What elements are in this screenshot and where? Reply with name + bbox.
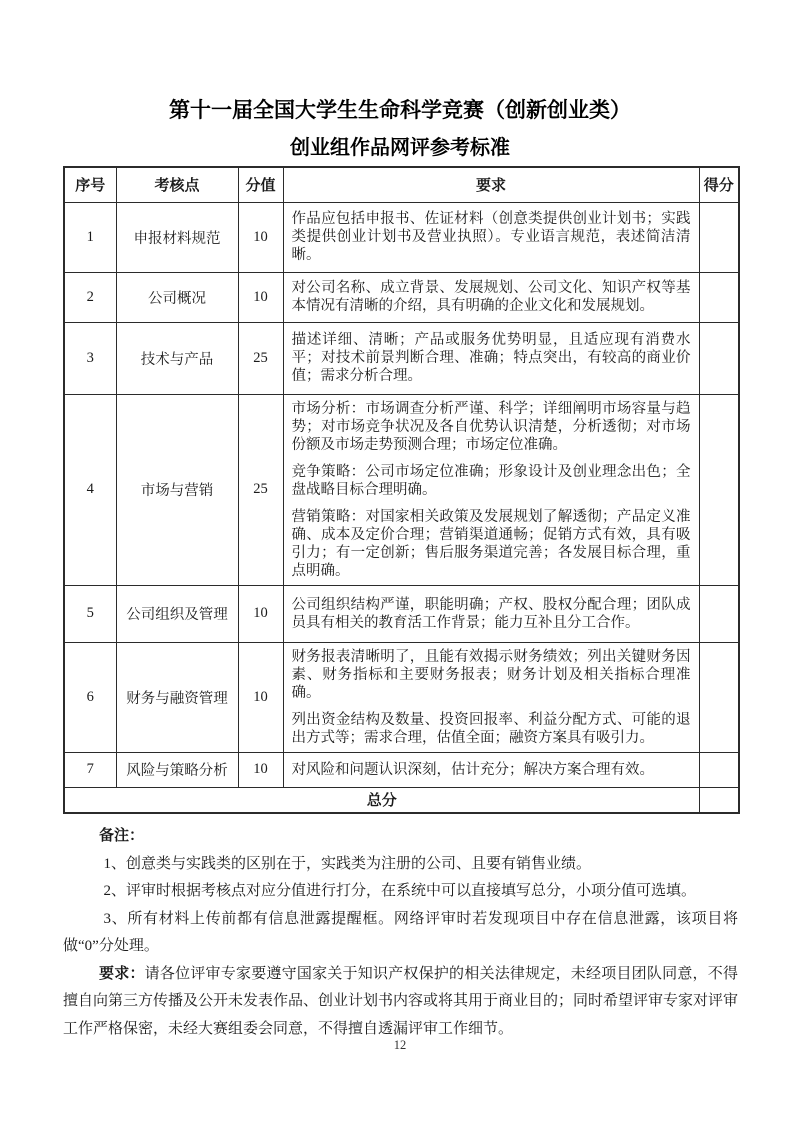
- requirement-paragraph: 描述详细、清晰；产品或服务优势明显，且适应现有消费水平；对技术前景判断合理、准确；特点突出，有较高的商业价值；需求分析合理。: [291, 332, 691, 384]
- notes-section: [63, 823, 738, 1043]
- requirement-label: 要求：: [99, 965, 145, 982]
- row-number-cell: 4: [64, 394, 116, 585]
- requirements-cell: [283, 585, 699, 642]
- requirement-paragraph: 公司组织结构严谨，职能明确；产权、股权分配合理；团队成员具有相关的教育活工作背景；能力互补且分工合作。: [291, 596, 691, 631]
- header-requirements: 要求: [283, 167, 699, 202]
- result-cell: [699, 642, 739, 752]
- requirement-paragraph: 列出资金结构及数量、投资回报率、利益分配方式、可能的退出方式等；需求合理，估值全面；融资方案具有吸引力。: [291, 711, 691, 746]
- total-score-cell: [699, 787, 739, 813]
- result-cell: [699, 585, 739, 642]
- row-number-cell: 1: [64, 202, 116, 272]
- row-number-cell: 6: [64, 642, 116, 752]
- table-row: [64, 394, 739, 585]
- notes-label: 备注：: [99, 828, 145, 844]
- requirement-text: 请各位评审专家要遵守国家关于知识产权保护的相关法律规定，未经项目团队同意，不得擅自向第三方传播及公开未发表作品、创业计划书内容或将其用于商业目的；同时希望评审专家对评审工作严格保密，未经大赛组委会同意，不得擅自透漏评审工作细节。: [63, 965, 739, 1037]
- total-score-label: 总分: [64, 787, 699, 813]
- table-row: [64, 272, 739, 322]
- table-row: [64, 322, 739, 394]
- row-number-cell: 2: [64, 272, 116, 322]
- assessment-point-cell: 技术与产品: [116, 322, 238, 394]
- table-body: [64, 202, 739, 787]
- requirement-paragraph: 对公司名称、成立背景、发展规划、公司文化、知识产权等基本情况有清晰的介绍，具有明确的企业文化和发展规划。: [291, 280, 691, 314]
- note-item-1: 1、创意类与实践类的区别在于，实践类为注册的公司、且要有销售业绩。: [103, 855, 592, 872]
- row-number-cell: 5: [64, 585, 116, 642]
- requirements-cell: [283, 642, 699, 752]
- table-row: [64, 752, 739, 787]
- result-cell: [699, 322, 739, 394]
- header-score: 分值: [238, 167, 283, 202]
- score-value-cell: 10: [238, 585, 283, 642]
- header-no: 序号: [64, 167, 116, 202]
- page-title: 第十一届全国大学生生命科学竞赛（创新创业类）: [169, 99, 631, 122]
- row-number-cell: 7: [64, 752, 116, 787]
- note-item-3: 3、所有材料上传前都有信息泄露提醒框。网络评审时若发现项目中存在信息泄露，该项目将做“0”分处理。: [63, 910, 738, 954]
- total-row: [64, 787, 739, 813]
- score-value-cell: 25: [238, 394, 283, 585]
- requirements-cell: [283, 322, 699, 394]
- assessment-point-cell: 市场与营销: [116, 394, 238, 585]
- reviewer-requirement: [63, 961, 738, 1044]
- requirement-paragraph: 竞争策略：公司市场定位准确；形象设计及创业理念出色；全盘战略目标合理明确。: [291, 463, 691, 498]
- result-cell: [699, 752, 739, 787]
- result-cell: [699, 394, 739, 585]
- table-header-row: [64, 167, 739, 202]
- requirements-cell: [283, 272, 699, 322]
- requirements-cell: [283, 202, 699, 272]
- result-cell: [699, 202, 739, 272]
- table-row: [64, 642, 739, 752]
- requirement-paragraph: 市场分析：市场调查分析严谨、科学；详细阐明市场容量与趋势；对市场竞争状况及各自优势认识清楚，分析透彻；对市场份额及市场走势预测合理；市场定位准确。: [291, 400, 691, 453]
- requirement-paragraph: 对风险和问题认识深刻，估计充分；解决方案合理有效。: [291, 761, 654, 778]
- requirements-cell: [283, 752, 699, 787]
- assessment-point-cell: 风险与策略分析: [116, 752, 238, 787]
- score-value-cell: 10: [238, 642, 283, 752]
- criteria-table: [63, 166, 740, 814]
- page-number: 12: [393, 1038, 407, 1052]
- score-value-cell: 10: [238, 752, 283, 787]
- score-value-cell: 10: [238, 202, 283, 272]
- score-value-cell: 10: [238, 272, 283, 322]
- result-cell: [699, 272, 739, 322]
- assessment-point-cell: 公司概况: [116, 272, 238, 322]
- header-point: 考核点: [116, 167, 238, 202]
- requirement-paragraph: 营销策略：对国家相关政策及发展规划了解透彻；产品定义准确、成本及定价合理；营销渠道通畅；促销方式有效，具有吸引力；有一定创新；售后服务渠道完善；各发展目标合理，重点明确。: [291, 508, 691, 579]
- table-row: [64, 585, 739, 642]
- assessment-point-cell: 申报材料规范: [116, 202, 238, 272]
- score-value-cell: 25: [238, 322, 283, 394]
- page-subtitle: 创业组作品网评参考标准: [290, 137, 510, 159]
- requirement-paragraph: 作品应包括申报书、佐证材料（创意类提供创业计划书；实践类提供创业计划书及营业执照）。专业语言规范，表述简洁清晰。: [291, 211, 691, 263]
- header-result: 得分: [699, 167, 739, 202]
- assessment-point-cell: 公司组织及管理: [116, 585, 238, 642]
- requirement-paragraph: 财务报表清晰明了，且能有效揭示财务绩效；列出关键财务因素、财务指标和主要财务报表；财务计划及相关指标合理准确。: [291, 648, 691, 701]
- requirements-cell: [283, 394, 699, 585]
- assessment-point-cell: 财务与融资管理: [116, 642, 238, 752]
- note-item-2: 2、评审时根据考核点对应分值进行打分，在系统中可以直接填写总分，小项分值可选填。: [103, 883, 697, 899]
- row-number-cell: 3: [64, 322, 116, 394]
- table-row: [64, 202, 739, 272]
